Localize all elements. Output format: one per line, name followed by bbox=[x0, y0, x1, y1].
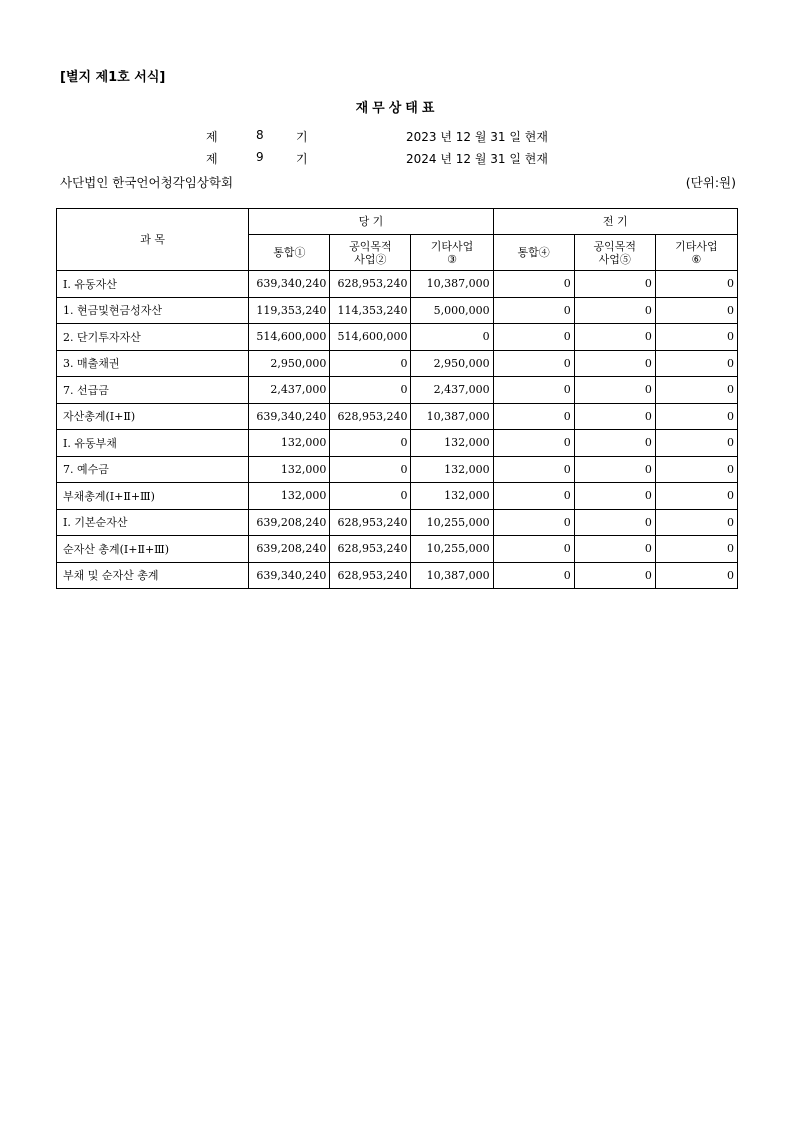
amount-cell: 132,000 bbox=[249, 456, 330, 483]
amount-cell: 132,000 bbox=[249, 430, 330, 457]
current-period-header: 당 기 bbox=[249, 209, 493, 235]
amount-cell: 2,437,000 bbox=[411, 377, 493, 404]
period-number: 9 bbox=[256, 150, 264, 164]
table-row bbox=[57, 509, 738, 536]
amount-cell: 2,437,000 bbox=[249, 377, 330, 404]
amount-cell: 639,340,240 bbox=[249, 403, 330, 430]
amount-cell: 0 bbox=[655, 430, 737, 457]
column-header: 기타사업 ⑥ bbox=[655, 235, 737, 271]
row-subject: 자산총계(Ⅰ+Ⅱ) bbox=[57, 403, 249, 430]
period-suffix: 기 bbox=[296, 130, 308, 144]
row-subject: 2. 단기투자자산 bbox=[57, 324, 249, 351]
period-current-prior bbox=[206, 128, 548, 145]
unit-label: (단위:원) bbox=[685, 175, 736, 190]
amount-cell: 0 bbox=[574, 509, 655, 536]
row-subject: 7. 예수금 bbox=[57, 456, 249, 483]
amount-cell: 0 bbox=[493, 509, 574, 536]
amount-cell: 5,000,000 bbox=[411, 297, 493, 324]
amount-cell: 0 bbox=[493, 562, 574, 589]
amount-cell: 0 bbox=[574, 324, 655, 351]
amount-cell: 0 bbox=[655, 509, 737, 536]
amount-cell: 132,000 bbox=[411, 430, 493, 457]
amount-cell: 0 bbox=[493, 377, 574, 404]
period-suffix: 기 bbox=[296, 152, 308, 166]
column-header: 통합④ bbox=[493, 235, 574, 271]
amount-cell: 0 bbox=[330, 377, 411, 404]
table-row bbox=[57, 403, 738, 430]
amount-cell: 2,950,000 bbox=[411, 350, 493, 377]
table-row bbox=[57, 297, 738, 324]
period-prefix: 제 bbox=[206, 130, 218, 144]
previous-period-header: 전 기 bbox=[493, 209, 737, 235]
amount-cell: 0 bbox=[493, 483, 574, 510]
amount-cell: 628,953,240 bbox=[330, 509, 411, 536]
amount-cell: 0 bbox=[574, 456, 655, 483]
period-prefix: 제 bbox=[206, 152, 218, 166]
amount-cell: 0 bbox=[655, 403, 737, 430]
form-label: [별지 제1호 서식] bbox=[60, 70, 166, 85]
amount-cell: 10,255,000 bbox=[411, 509, 493, 536]
amount-cell: 628,953,240 bbox=[330, 403, 411, 430]
amount-cell: 0 bbox=[574, 350, 655, 377]
table-row bbox=[57, 271, 738, 298]
amount-cell: 0 bbox=[493, 271, 574, 298]
amount-cell: 514,600,000 bbox=[330, 324, 411, 351]
amount-cell: 132,000 bbox=[249, 483, 330, 510]
period-date: 2023 년 12 월 31 일 현재 bbox=[406, 130, 548, 144]
table-row bbox=[57, 430, 738, 457]
amount-cell: 2,950,000 bbox=[249, 350, 330, 377]
amount-cell: 0 bbox=[330, 483, 411, 510]
amount-cell: 0 bbox=[574, 536, 655, 563]
table-row bbox=[57, 483, 738, 510]
amount-cell: 0 bbox=[493, 536, 574, 563]
subject-header: 과 목 bbox=[57, 209, 249, 271]
column-header: 기타사업 ③ bbox=[411, 235, 493, 271]
table-row bbox=[57, 536, 738, 563]
amount-cell: 0 bbox=[493, 430, 574, 457]
amount-cell: 0 bbox=[655, 456, 737, 483]
amount-cell: 639,208,240 bbox=[249, 536, 330, 563]
amount-cell: 0 bbox=[493, 324, 574, 351]
amount-cell: 639,208,240 bbox=[249, 509, 330, 536]
table-row bbox=[57, 456, 738, 483]
amount-cell: 0 bbox=[493, 456, 574, 483]
table-row bbox=[57, 324, 738, 351]
row-subject: 3. 매출채권 bbox=[57, 350, 249, 377]
row-subject: 부채총계(Ⅰ+Ⅱ+Ⅲ) bbox=[57, 483, 249, 510]
amount-cell: 0 bbox=[655, 350, 737, 377]
column-header: 공익목적 사업⑤ bbox=[574, 235, 655, 271]
amount-cell: 0 bbox=[574, 483, 655, 510]
amount-cell: 0 bbox=[574, 271, 655, 298]
amount-cell: 0 bbox=[411, 324, 493, 351]
amount-cell: 0 bbox=[574, 403, 655, 430]
row-subject: 1. 현금및현금성자산 bbox=[57, 297, 249, 324]
amount-cell: 628,953,240 bbox=[330, 562, 411, 589]
amount-cell: 0 bbox=[493, 403, 574, 430]
amount-cell: 0 bbox=[655, 377, 737, 404]
amount-cell: 0 bbox=[655, 271, 737, 298]
amount-cell: 0 bbox=[330, 456, 411, 483]
amount-cell: 114,353,240 bbox=[330, 297, 411, 324]
table-row bbox=[57, 562, 738, 589]
amount-cell: 0 bbox=[574, 562, 655, 589]
table-row bbox=[57, 377, 738, 404]
table-row bbox=[57, 350, 738, 377]
amount-cell: 0 bbox=[574, 377, 655, 404]
amount-cell: 0 bbox=[493, 297, 574, 324]
balance-sheet-table bbox=[56, 208, 738, 589]
amount-cell: 0 bbox=[574, 297, 655, 324]
amount-cell: 0 bbox=[655, 324, 737, 351]
amount-cell: 132,000 bbox=[411, 456, 493, 483]
amount-cell: 10,387,000 bbox=[411, 403, 493, 430]
organization-name: 사단법인 한국언어청각임상학회 bbox=[60, 175, 234, 190]
row-subject: Ⅰ. 기본순자산 bbox=[57, 509, 249, 536]
amount-cell: 0 bbox=[574, 430, 655, 457]
row-subject: 7. 선급금 bbox=[57, 377, 249, 404]
amount-cell: 119,353,240 bbox=[249, 297, 330, 324]
amount-cell: 639,340,240 bbox=[249, 562, 330, 589]
column-header: 공익목적 사업② bbox=[330, 235, 411, 271]
row-subject: Ⅰ. 유동자산 bbox=[57, 271, 249, 298]
row-subject: 순자산 총계(Ⅰ+Ⅱ+Ⅲ) bbox=[57, 536, 249, 563]
period-date: 2024 년 12 월 31 일 현재 bbox=[406, 152, 548, 166]
amount-cell: 0 bbox=[330, 350, 411, 377]
amount-cell: 132,000 bbox=[411, 483, 493, 510]
amount-cell: 628,953,240 bbox=[330, 536, 411, 563]
document-title: 재무상태표 bbox=[355, 101, 439, 116]
amount-cell: 0 bbox=[330, 430, 411, 457]
amount-cell: 10,387,000 bbox=[411, 562, 493, 589]
amount-cell: 0 bbox=[655, 562, 737, 589]
amount-cell: 514,600,000 bbox=[249, 324, 330, 351]
amount-cell: 628,953,240 bbox=[330, 271, 411, 298]
column-header: 통합① bbox=[249, 235, 330, 271]
amount-cell: 10,255,000 bbox=[411, 536, 493, 563]
row-subject: 부채 및 순자산 총계 bbox=[57, 562, 249, 589]
amount-cell: 10,387,000 bbox=[411, 271, 493, 298]
period-number: 8 bbox=[256, 128, 264, 142]
row-subject: Ⅰ. 유동부채 bbox=[57, 430, 249, 457]
period-current bbox=[206, 150, 548, 167]
amount-cell: 0 bbox=[493, 350, 574, 377]
amount-cell: 0 bbox=[655, 536, 737, 563]
amount-cell: 639,340,240 bbox=[249, 271, 330, 298]
amount-cell: 0 bbox=[655, 483, 737, 510]
amount-cell: 0 bbox=[655, 297, 737, 324]
